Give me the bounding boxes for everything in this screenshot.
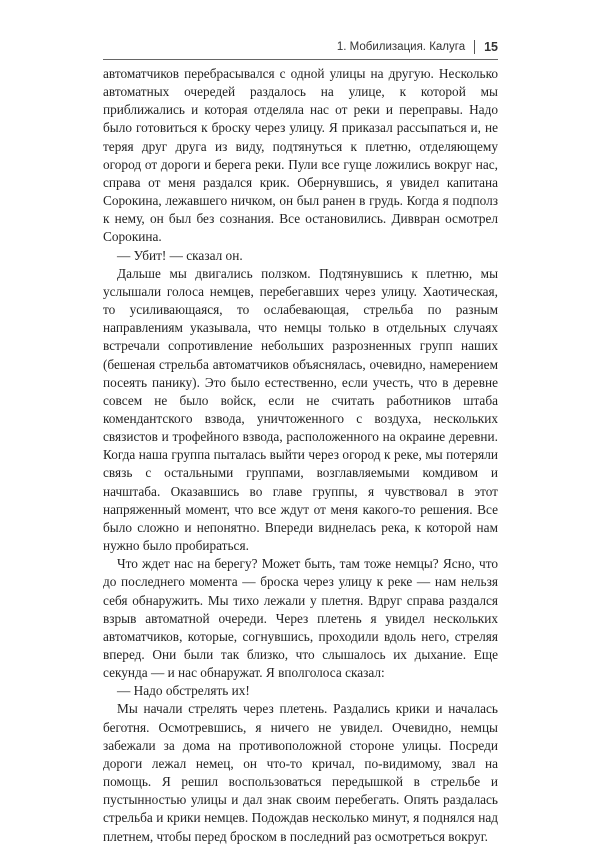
paragraph: автоматчиков перебрасывался с одной улицы на другую. Несколько автоматных очередей раздалось на улице, к которой мы приближались и которая отделяла нас от реки и переправы. Надо было готовиться к броску через улицу. Я приказал рассыпаться и, не теряя друг друга из виду, подтянуться к плетню, отделяющему огород от дороги и берега реки. Пули все гуще ложились вокруг нас, справа от меня раздался крик. Обернувшись, я увидел капитана Сорокина, лежавшего ничком, он был ранен в грудь. Когда я подполз к нему, он был без сознания. Все остановились. Диввран осмотрел Сорокина. <box>103 66 498 245</box>
header-rule <box>103 59 498 60</box>
header-divider <box>474 40 475 54</box>
body-text <box>103 65 498 846</box>
running-header <box>337 40 498 54</box>
page-number: 15 <box>484 40 498 54</box>
paragraph: — Надо обстрелять их! <box>117 683 250 699</box>
paragraph: Что ждет нас на берегу? Может быть, там тоже немцы? Ясно, что до последнего момента — броска через улицу к реке — нам нельзя себя обнаружить. Мы тихо лежали у плетня. Вдруг справа раздался взрыв автоматной очереди. Через плетень я увидел нескольких автоматчиков, которые, согнувшись, проходили вдоль него, стреляя вперед. Они были так близко, что слышалось их дыхание. Еще секунда — и нас обнаружат. Я вполголоса сказал: <box>103 556 498 681</box>
paragraph: — Убит! — сказал он. <box>117 247 243 263</box>
chapter-title: 1. Мобилизация. Калуга <box>336 41 466 53</box>
paragraph: Мы начали стрелять через плетень. Раздались крики и началась беготня. Осмотревшись, я ничего не увидел. Очевидно, немцы забежали за дома на противоположной стороне улицы. Посреди дороги лежал немец, он что-то кричал, по-видимому, звал на помощь. Я решил воспользоваться передышкой в стрельбе и пустынностью улицы и дал знак своим перебегать. Опять раздалась стрельба и крики немцев. Подождав несколько минут, я поднялся над плетнем, чтобы перед броском в последний раз осмотреться вокруг. <box>103 701 498 844</box>
paragraph: Дальше мы двигались ползком. Подтянувшись к плетню, мы услышали голоса немцев, перебегавших через улицу. Хаотическая, то усиливающаяся, то ослабевающая, стрельба по разным направлениям указывала, что немцы только в отдельных случаях встречали сопротивление небольших разрозненных групп наших (бешеная стрельба автоматчиков объяснялась, очевидно, намерением посеять панику). Это было естественно, если учесть, что в деревне совсем не было войск, если не считать работников штаба комендантского взвода, уничтоженного с воздуха, нескольких связистов и трофейного взвода, расположенного на окраине деревни. Когда наша группа пыталась выйти через огород к реке, мы потеряли связь с остальными группами, возглавляемыми комдивом и начштаба. Оказавшись во главе группы, я чувствовал в этот напряженный момент, что все ждут от меня какого-то решения. Все было сложно и непонятно. Впереди виднелась река, к которой нам нужно было пробираться. <box>103 265 498 554</box>
